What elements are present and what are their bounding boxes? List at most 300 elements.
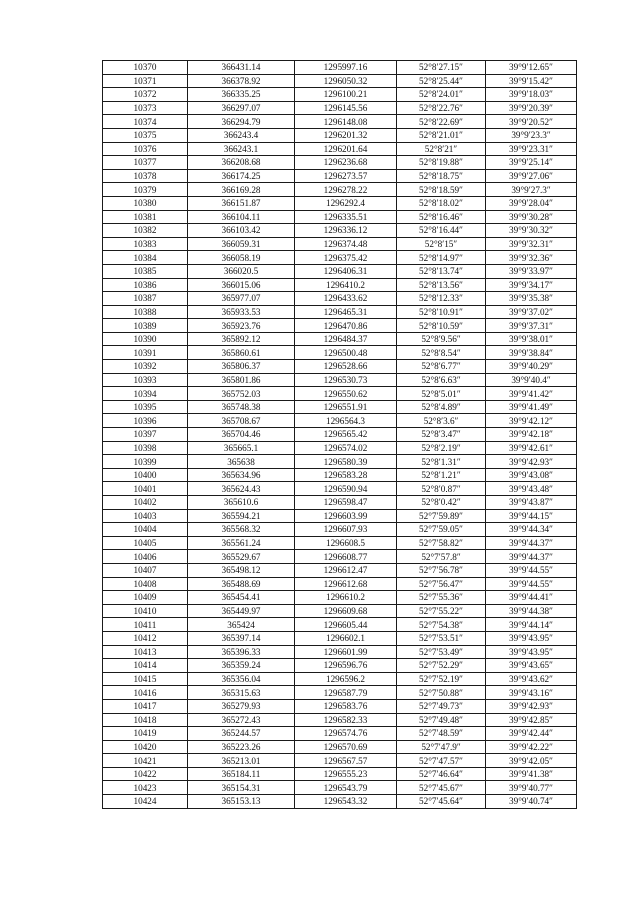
latitude-cell: 52°8′14.97″ [397,251,486,265]
table-row [103,591,577,605]
y-coordinate-cell: 1296148.08 [295,115,397,129]
longitude-cell: 39°9′44.41″ [486,591,577,605]
x-coordinate-cell: 365801.86 [188,373,295,387]
table-row [103,482,577,496]
y-coordinate-cell: 1296551.91 [295,400,397,414]
table-row [103,61,577,75]
longitude-cell: 39°9′20.52″ [486,115,577,129]
y-coordinate-cell: 1296484.37 [295,332,397,346]
point-number-cell: 10400 [103,468,188,482]
point-number-cell: 10405 [103,536,188,550]
table-row [103,115,577,129]
table-row [103,224,577,238]
x-coordinate-cell: 366058.19 [188,251,295,265]
table-row [103,400,577,414]
x-coordinate-cell: 365665.1 [188,441,295,455]
table-row [103,196,577,210]
longitude-cell: 39°9′42.93″ [486,699,577,713]
table-row [103,740,577,754]
latitude-cell: 52°8′9.56″ [397,332,486,346]
x-coordinate-cell: 365397.14 [188,631,295,645]
table-row [103,659,577,673]
table-row [103,618,577,632]
coordinates-table-body [103,61,577,809]
latitude-cell: 52°8′13.74″ [397,264,486,278]
point-number-cell: 10384 [103,251,188,265]
point-number-cell: 10407 [103,563,188,577]
table-row [103,455,577,469]
x-coordinate-cell: 365454.41 [188,591,295,605]
table-row [103,332,577,346]
longitude-cell: 39°9′23.3″ [486,128,577,142]
longitude-cell: 39°9′43.95″ [486,631,577,645]
longitude-cell: 39°9′42.85″ [486,713,577,727]
latitude-cell: 52°8′4.89″ [397,400,486,414]
latitude-cell: 52°7′49.48″ [397,713,486,727]
table-row [103,183,577,197]
latitude-cell: 52°7′47.9″ [397,740,486,754]
point-number-cell: 10378 [103,169,188,183]
latitude-cell: 52°8′21″ [397,142,486,156]
latitude-cell: 52°8′18.02″ [397,196,486,210]
coordinates-table [102,60,577,809]
longitude-cell: 39°9′43.95″ [486,645,577,659]
latitude-cell: 52°7′59.05″ [397,523,486,537]
latitude-cell: 52°8′2.19″ [397,441,486,455]
point-number-cell: 10375 [103,128,188,142]
latitude-cell: 52°7′53.49″ [397,645,486,659]
table-row [103,264,577,278]
y-coordinate-cell: 1296574.02 [295,441,397,455]
point-number-cell: 10422 [103,767,188,781]
y-coordinate-cell: 1296201.64 [295,142,397,156]
table-row [103,305,577,319]
longitude-cell: 39°9′33.97″ [486,264,577,278]
point-number-cell: 10403 [103,509,188,523]
point-number-cell: 10413 [103,645,188,659]
x-coordinate-cell: 365708.67 [188,414,295,428]
longitude-cell: 39°9′44.55″ [486,563,577,577]
longitude-cell: 39°9′37.31″ [486,319,577,333]
x-coordinate-cell: 366103.42 [188,224,295,238]
latitude-cell: 52°8′19.88″ [397,156,486,170]
x-coordinate-cell: 365977.07 [188,292,295,306]
latitude-cell: 52°8′18.59″ [397,183,486,197]
x-coordinate-cell: 366297.07 [188,101,295,115]
y-coordinate-cell: 1296596.2 [295,672,397,686]
y-coordinate-cell: 1296336.12 [295,224,397,238]
table-row [103,278,577,292]
y-coordinate-cell: 1296583.76 [295,699,397,713]
x-coordinate-cell: 365498.12 [188,563,295,577]
x-coordinate-cell: 365315.63 [188,686,295,700]
latitude-cell: 52°8′25.44″ [397,74,486,88]
y-coordinate-cell: 1296410.2 [295,278,397,292]
table-row [103,795,577,809]
point-number-cell: 10380 [103,196,188,210]
longitude-cell: 39°9′15.42″ [486,74,577,88]
table-row [103,496,577,510]
latitude-cell: 52°8′18.75″ [397,169,486,183]
longitude-cell: 39°9′35.38″ [486,292,577,306]
longitude-cell: 39°9′42.93″ [486,455,577,469]
point-number-cell: 10399 [103,455,188,469]
longitude-cell: 39°9′44.14″ [486,618,577,632]
point-number-cell: 10424 [103,795,188,809]
longitude-cell: 39°9′18.03″ [486,88,577,102]
point-number-cell: 10387 [103,292,188,306]
latitude-cell: 52°8′15″ [397,237,486,251]
x-coordinate-cell: 365748.38 [188,400,295,414]
x-coordinate-cell: 365529.67 [188,550,295,564]
y-coordinate-cell: 1296374.48 [295,237,397,251]
point-number-cell: 10414 [103,659,188,673]
x-coordinate-cell: 365154.31 [188,781,295,795]
y-coordinate-cell: 1296602.1 [295,631,397,645]
latitude-cell: 52°8′1.31″ [397,455,486,469]
x-coordinate-cell: 365223.26 [188,740,295,754]
y-coordinate-cell: 1296580.39 [295,455,397,469]
longitude-cell: 39°9′34.17″ [486,278,577,292]
y-coordinate-cell: 1296550.62 [295,387,397,401]
table-row [103,428,577,442]
y-coordinate-cell: 1296583.28 [295,468,397,482]
x-coordinate-cell: 365752.03 [188,387,295,401]
table-row [103,373,577,387]
latitude-cell: 52°7′56.78″ [397,563,486,577]
point-number-cell: 10379 [103,183,188,197]
table-row [103,713,577,727]
x-coordinate-cell: 365272.43 [188,713,295,727]
x-coordinate-cell: 365561.24 [188,536,295,550]
table-row [103,577,577,591]
y-coordinate-cell: 1296500.48 [295,346,397,360]
table-row [103,387,577,401]
y-coordinate-cell: 1296609.68 [295,604,397,618]
longitude-cell: 39°9′23.31″ [486,142,577,156]
point-number-cell: 10370 [103,61,188,75]
x-coordinate-cell: 365594.21 [188,509,295,523]
point-number-cell: 10392 [103,360,188,374]
latitude-cell: 52°7′50.88″ [397,686,486,700]
y-coordinate-cell: 1296605.44 [295,618,397,632]
point-number-cell: 10395 [103,400,188,414]
x-coordinate-cell: 366378.92 [188,74,295,88]
table-row [103,781,577,795]
point-number-cell: 10397 [103,428,188,442]
x-coordinate-cell: 365568.32 [188,523,295,537]
table-row [103,292,577,306]
point-number-cell: 10376 [103,142,188,156]
table-row [103,74,577,88]
y-coordinate-cell: 1296582.33 [295,713,397,727]
x-coordinate-cell: 365638 [188,455,295,469]
latitude-cell: 52°8′27.15″ [397,61,486,75]
x-coordinate-cell: 365892.12 [188,332,295,346]
latitude-cell: 52°7′59.89″ [397,509,486,523]
longitude-cell: 39°9′27.06″ [486,169,577,183]
longitude-cell: 39°9′44.37″ [486,550,577,564]
y-coordinate-cell: 1296610.2 [295,591,397,605]
latitude-cell: 52°7′52.29″ [397,659,486,673]
table-row [103,699,577,713]
longitude-cell: 39°9′30.28″ [486,210,577,224]
x-coordinate-cell: 365610.6 [188,496,295,510]
latitude-cell: 52°8′21.01″ [397,128,486,142]
y-coordinate-cell: 1296570.69 [295,740,397,754]
latitude-cell: 52°7′45.67″ [397,781,486,795]
x-coordinate-cell: 366174.25 [188,169,295,183]
point-number-cell: 10373 [103,101,188,115]
table-row [103,727,577,741]
point-number-cell: 10386 [103,278,188,292]
longitude-cell: 39°9′42.22″ [486,740,577,754]
table-row [103,156,577,170]
longitude-cell: 39°9′44.34″ [486,523,577,537]
table-row [103,509,577,523]
latitude-cell: 52°8′13.56″ [397,278,486,292]
y-coordinate-cell: 1296292.4 [295,196,397,210]
point-number-cell: 10382 [103,224,188,238]
x-coordinate-cell: 366431.14 [188,61,295,75]
table-row [103,319,577,333]
latitude-cell: 52°7′54.38″ [397,618,486,632]
point-number-cell: 10417 [103,699,188,713]
x-coordinate-cell: 365244.57 [188,727,295,741]
x-coordinate-cell: 365356.04 [188,672,295,686]
table-row [103,251,577,265]
point-number-cell: 10415 [103,672,188,686]
y-coordinate-cell: 1296596.76 [295,659,397,673]
y-coordinate-cell: 1296406.31 [295,264,397,278]
y-coordinate-cell: 1296273.57 [295,169,397,183]
longitude-cell: 39°9′42.44″ [486,727,577,741]
longitude-cell: 39°9′40.77″ [486,781,577,795]
latitude-cell: 52°8′6.63″ [397,373,486,387]
table-row [103,563,577,577]
x-coordinate-cell: 366015.06 [188,278,295,292]
table-row [103,237,577,251]
point-number-cell: 10389 [103,319,188,333]
point-number-cell: 10411 [103,618,188,632]
latitude-cell: 52°7′49.73″ [397,699,486,713]
longitude-cell: 39°9′43.65″ [486,659,577,673]
y-coordinate-cell: 1296608.77 [295,550,397,564]
y-coordinate-cell: 1296564.3 [295,414,397,428]
latitude-cell: 52°8′16.44″ [397,224,486,238]
longitude-cell: 39°9′43.87″ [486,496,577,510]
longitude-cell: 39°9′43.48″ [486,482,577,496]
latitude-cell: 52°7′56.47″ [397,577,486,591]
y-coordinate-cell: 1296567.57 [295,754,397,768]
point-number-cell: 10406 [103,550,188,564]
table-row [103,754,577,768]
table-row [103,101,577,115]
table-row [103,88,577,102]
latitude-cell: 52°7′46.64″ [397,767,486,781]
x-coordinate-cell: 366059.31 [188,237,295,251]
point-number-cell: 10381 [103,210,188,224]
x-coordinate-cell: 365153.13 [188,795,295,809]
latitude-cell: 52°8′10.91″ [397,305,486,319]
table-row [103,169,577,183]
point-number-cell: 10374 [103,115,188,129]
table-row [103,468,577,482]
x-coordinate-cell: 365806.37 [188,360,295,374]
x-coordinate-cell: 366208.68 [188,156,295,170]
y-coordinate-cell: 1296601.99 [295,645,397,659]
longitude-cell: 39°9′27.3″ [486,183,577,197]
table-row [103,631,577,645]
longitude-cell: 39°9′43.16″ [486,686,577,700]
y-coordinate-cell: 1296145.56 [295,101,397,115]
y-coordinate-cell: 1296603.99 [295,509,397,523]
longitude-cell: 39°9′40.29″ [486,360,577,374]
table-row [103,536,577,550]
table-row [103,142,577,156]
x-coordinate-cell: 365704.46 [188,428,295,442]
table-row [103,604,577,618]
x-coordinate-cell: 366020.5 [188,264,295,278]
point-number-cell: 10409 [103,591,188,605]
point-number-cell: 10388 [103,305,188,319]
latitude-cell: 52°8′6.77″ [397,360,486,374]
latitude-cell: 52°8′3.6″ [397,414,486,428]
table-row [103,441,577,455]
longitude-cell: 39°9′41.38″ [486,767,577,781]
longitude-cell: 39°9′44.38″ [486,604,577,618]
y-coordinate-cell: 1296335.51 [295,210,397,224]
point-number-cell: 10396 [103,414,188,428]
x-coordinate-cell: 366151.87 [188,196,295,210]
longitude-cell: 39°9′42.61″ [486,441,577,455]
y-coordinate-cell: 1296612.68 [295,577,397,591]
table-row [103,414,577,428]
x-coordinate-cell: 365624.43 [188,482,295,496]
latitude-cell: 52°7′55.22″ [397,604,486,618]
latitude-cell: 52°8′5.01″ [397,387,486,401]
point-number-cell: 10393 [103,373,188,387]
latitude-cell: 52°8′24.01″ [397,88,486,102]
longitude-cell: 39°9′44.37″ [486,536,577,550]
point-number-cell: 10391 [103,346,188,360]
latitude-cell: 52°7′58.82″ [397,536,486,550]
longitude-cell: 39°9′42.18″ [486,428,577,442]
latitude-cell: 52°8′22.76″ [397,101,486,115]
longitude-cell: 39°9′40.4″ [486,373,577,387]
longitude-cell: 39°9′40.74″ [486,795,577,809]
x-coordinate-cell: 365279.93 [188,699,295,713]
point-number-cell: 10416 [103,686,188,700]
longitude-cell: 39°9′41.42″ [486,387,577,401]
latitude-cell: 52°7′45.64″ [397,795,486,809]
longitude-cell: 39°9′44.15″ [486,509,577,523]
x-coordinate-cell: 365449.97 [188,604,295,618]
x-coordinate-cell: 366243.4 [188,128,295,142]
latitude-cell: 52°8′8.54″ [397,346,486,360]
y-coordinate-cell: 1296543.79 [295,781,397,795]
x-coordinate-cell: 365213.01 [188,754,295,768]
x-coordinate-cell: 365933.53 [188,305,295,319]
y-coordinate-cell: 1296528.66 [295,360,397,374]
point-number-cell: 10423 [103,781,188,795]
x-coordinate-cell: 366335.25 [188,88,295,102]
y-coordinate-cell: 1296587.79 [295,686,397,700]
latitude-cell: 52°8′1.21″ [397,468,486,482]
latitude-cell: 52°8′0.42″ [397,496,486,510]
y-coordinate-cell: 1296530.73 [295,373,397,387]
longitude-cell: 39°9′32.31″ [486,237,577,251]
longitude-cell: 39°9′38.01″ [486,332,577,346]
point-number-cell: 10372 [103,88,188,102]
latitude-cell: 52°8′3.47″ [397,428,486,442]
x-coordinate-cell: 366294.79 [188,115,295,129]
latitude-cell: 52°7′53.51″ [397,631,486,645]
latitude-cell: 52°8′10.59″ [397,319,486,333]
x-coordinate-cell: 365634.96 [188,468,295,482]
point-number-cell: 10383 [103,237,188,251]
y-coordinate-cell: 1296236.68 [295,156,397,170]
point-number-cell: 10420 [103,740,188,754]
y-coordinate-cell: 1296590.94 [295,482,397,496]
table-row [103,686,577,700]
longitude-cell: 39°9′32.36″ [486,251,577,265]
longitude-cell: 39°9′44.55″ [486,577,577,591]
y-coordinate-cell: 1296543.32 [295,795,397,809]
longitude-cell: 39°9′20.39″ [486,101,577,115]
latitude-cell: 52°8′0.87″ [397,482,486,496]
table-row [103,645,577,659]
latitude-cell: 52°7′48.59″ [397,727,486,741]
y-coordinate-cell: 1296465.31 [295,305,397,319]
x-coordinate-cell: 365488.69 [188,577,295,591]
latitude-cell: 52°7′52.19″ [397,672,486,686]
longitude-cell: 39°9′30.32″ [486,224,577,238]
longitude-cell: 39°9′28.04″ [486,196,577,210]
x-coordinate-cell: 365396.33 [188,645,295,659]
latitude-cell: 52°8′22.69″ [397,115,486,129]
table-row [103,360,577,374]
table-row [103,210,577,224]
y-coordinate-cell: 1296555.23 [295,767,397,781]
point-number-cell: 10377 [103,156,188,170]
point-number-cell: 10390 [103,332,188,346]
y-coordinate-cell: 1296608.5 [295,536,397,550]
table-row [103,550,577,564]
latitude-cell: 52°7′55.36″ [397,591,486,605]
x-coordinate-cell: 365860.61 [188,346,295,360]
x-coordinate-cell: 365359.24 [188,659,295,673]
latitude-cell: 52°7′47.57″ [397,754,486,768]
point-number-cell: 10421 [103,754,188,768]
latitude-cell: 52°7′57.8″ [397,550,486,564]
x-coordinate-cell: 365923.76 [188,319,295,333]
longitude-cell: 39°9′43.62″ [486,672,577,686]
table-row [103,672,577,686]
y-coordinate-cell: 1296470.86 [295,319,397,333]
y-coordinate-cell: 1295997.16 [295,61,397,75]
x-coordinate-cell: 366169.28 [188,183,295,197]
y-coordinate-cell: 1296375.42 [295,251,397,265]
y-coordinate-cell: 1296050.32 [295,74,397,88]
point-number-cell: 10401 [103,482,188,496]
point-number-cell: 10404 [103,523,188,537]
y-coordinate-cell: 1296433.62 [295,292,397,306]
table-row [103,767,577,781]
longitude-cell: 39°9′42.05″ [486,754,577,768]
point-number-cell: 10419 [103,727,188,741]
y-coordinate-cell: 1296565.42 [295,428,397,442]
